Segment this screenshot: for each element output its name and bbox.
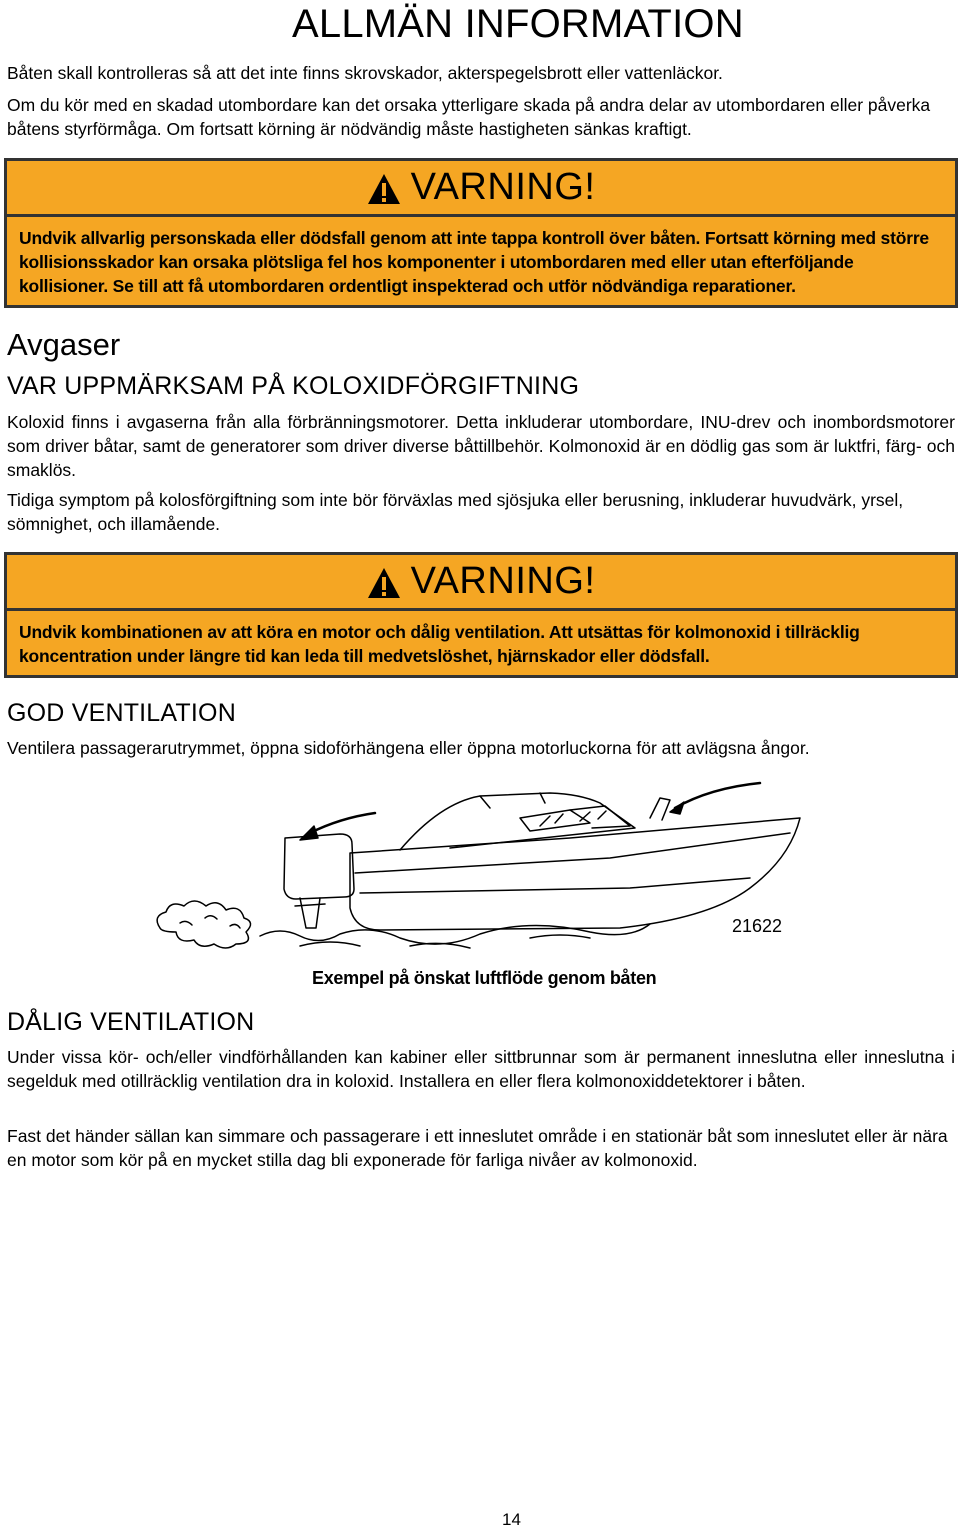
exhaust-paragraph-2: Tidiga symptom på kolosförgiftning som inte bör förväxlas med sjösjuka eller berusning, inkluderar huvudvärk, yrsel, sömnighet, och illamående. xyxy=(7,490,904,534)
figure-caption: Exempel på önskat luftflöde genom båten xyxy=(312,968,657,988)
section-heading-exhaust: Avgaser xyxy=(7,327,121,362)
warning-header xyxy=(7,161,955,217)
warning-box-2 xyxy=(4,552,958,678)
subheading-bad-ventilation: DÅLIG VENTILATION xyxy=(7,1008,255,1036)
exhaust-paragraph-1: Koloxid finns i avgaserna från alla förbränningsmotorer. Detta inkluderar utombordare, INU-drev och inombordsmotorer som driver båtar, samt de generatorer som driver diverse båttillbehör. Kolmonoxid är en dödlig gas som är luktfri, färg- och smaklös. xyxy=(7,412,955,480)
subheading-co-poisoning: VAR UPPMÄRKSAM PÅ KOLOXIDFÖRGIFTNING xyxy=(7,372,580,400)
warning-triangle-icon xyxy=(367,173,401,205)
page-title: ALLMÄN INFORMATION xyxy=(292,2,744,46)
subheading-good-ventilation: GOD VENTILATION xyxy=(7,699,236,727)
figure-number: 21622 xyxy=(732,916,783,936)
good-ventilation-text: Ventilera passagerarutrymmet, öppna sidoförhängena eller öppna motorluckorna för att avlägsna ångor. xyxy=(7,738,810,758)
warning-text: Undvik kombinationen av att köra en motor och dålig ventilation. Att utsättas för kolmonoxid i tillräcklig koncentration under längre tid kan leda till medvetslöshet, hjärnskador eller dödsfall. xyxy=(7,611,955,675)
warning-title: VARNING! xyxy=(410,560,596,602)
warning-triangle-icon xyxy=(367,567,401,599)
bad-ventilation-paragraph-1: Under vissa kör- och/eller vindförhållanden kan kabiner eller sittbrunnar som är permanent inneslutna eller inneslutna i segelduk med otillräcklig ventilation dra in koloxid. Installera en eller flera kolmonoxiddetektorer i båten. xyxy=(7,1047,955,1091)
boat-airflow-illustration xyxy=(150,778,820,953)
warning-text: Undvik allvarlig personskada eller dödsfall genom att inte tappa kontroll över båten. Fortsatt körning med större kollisionsskador kan orsaka plötsliga fel hos komponenter i utombordaren med eller utan efterföljande kollisioner. Se till att få utombordaren ordentligt inspekterad och utför nödvändiga reparationer. xyxy=(7,217,955,305)
page-number: 14 xyxy=(502,1510,521,1529)
intro-paragraph-2: Om du kör med en skadad utombordare kan det orsaka ytterligare skada på andra delar av utombordaren eller påverka båtens styrförmåga. Om fortsatt körning är nödvändig måste hastigheten sänkas kraftigt. xyxy=(7,95,931,139)
warning-header xyxy=(7,555,955,611)
intro-paragraph-1: Båten skall kontrolleras så att det inte finns skrovskador, akterspegelsbrott eller vattenläckor. xyxy=(7,63,723,83)
warning-box-1 xyxy=(4,158,958,308)
bad-ventilation-paragraph-2: Fast det händer sällan kan simmare och passagerare i ett inneslutet område i en stationär båt som inneslutet eller är nära en motor som kör på en mycket stilla dag bli exponerade för farliga nivåer av kolmonoxid. xyxy=(7,1126,948,1170)
warning-title: VARNING! xyxy=(410,166,596,208)
